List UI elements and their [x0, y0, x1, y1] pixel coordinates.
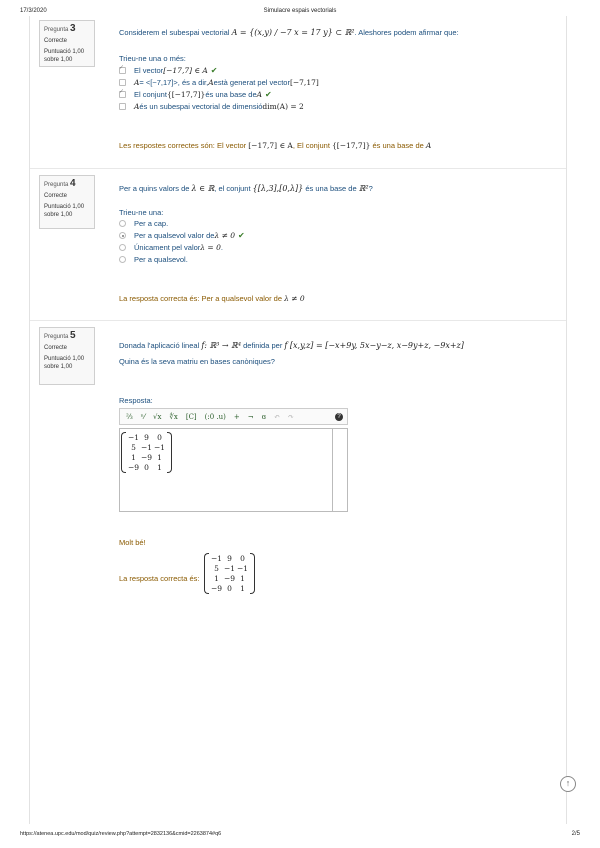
q5-feedback-ok: Molt bé!: [119, 538, 146, 547]
q3-option-2[interactable]: A = <[−7,17]>, és a dir, A està generat pel vector [−7,17]: [119, 78, 319, 87]
not-button[interactable]: ¬: [247, 412, 254, 421]
status: Correcte: [44, 193, 68, 199]
question-5-info: Pregunta 5 Correcte Puntuació 1,00 sobre 1,00: [39, 327, 95, 385]
divider: [30, 320, 566, 321]
print-date: 17/3/2020: [20, 8, 47, 14]
radio[interactable]: [119, 244, 126, 251]
q3-feedback: Les respostes correctes són: El vector [−17,7] ∈ A, El conjunt {[−17,7]} és una base de A: [119, 141, 432, 150]
fraction-button[interactable]: ⅔: [126, 412, 133, 421]
symbol-button[interactable]: ɞ: [261, 412, 266, 421]
instruction: Trieu-ne una:: [119, 208, 164, 217]
checkbox[interactable]: [119, 79, 126, 86]
question-3-text: Considerem el subespai vectorial A = {(x,y) / −7 x = 17 y} ⊂ ℝ². Aleshores podem afirmar que:: [119, 28, 459, 37]
sqrt-button[interactable]: √x: [153, 412, 162, 421]
divider: [30, 168, 566, 169]
q4-option-1[interactable]: Per a cap.: [119, 219, 168, 228]
q5-feedback-correct: La resposta correcta és:: [119, 574, 200, 583]
left-border: [29, 16, 30, 824]
status: Correcte: [44, 345, 68, 351]
question-4-text: Per a quins valors de λ ∈ ℝ, el conjunt {[λ,3],[0,λ]} és una base de ℝ²?: [119, 184, 373, 193]
print-title: Simulacre espais vectorials: [263, 8, 337, 14]
question-5-subtext: Quina és la seva matriu en bases canòniques?: [119, 357, 275, 366]
superscript-button[interactable]: ⁿ⁄: [140, 412, 145, 421]
matrix-button[interactable]: (:0 .u): [204, 412, 226, 421]
help-icon[interactable]: ?: [335, 413, 343, 421]
radio[interactable]: [119, 232, 126, 239]
undo-icon[interactable]: ↶: [273, 412, 280, 421]
checkbox[interactable]: [119, 103, 126, 110]
q4-option-3[interactable]: Únicament pel valor λ = 0 .: [119, 243, 223, 252]
question-5-text: Donada l'aplicació lineal f: ℝ³ → ℝ⁴ definida per f [x,y,z] = [−x+9y, 5x−y−z, x−9y+z, −9x+z]: [119, 341, 464, 350]
answer-label: Resposta:: [119, 396, 153, 405]
question-4-info: Pregunta 4 Correcte Puntuació 1,00 sobre 1,00: [39, 175, 95, 229]
plus-button[interactable]: +: [233, 412, 240, 421]
math-editor-toolbar: [119, 408, 348, 425]
check-icon: ✔: [238, 231, 245, 240]
q3-option-1[interactable]: ✓ El vector [−17,7] ∈ A ✔: [119, 66, 217, 75]
bracket-button[interactable]: [C]: [185, 412, 197, 421]
radio[interactable]: [119, 256, 126, 263]
q4-feedback: La resposta correcta és: Per a qualsevol valor de λ ≠ 0: [119, 294, 305, 303]
checkbox[interactable]: [119, 67, 126, 74]
q3-option-3[interactable]: ✓ El conjunt {[−17,7]} és una base de A ✔: [119, 90, 272, 99]
status: Correcte: [44, 38, 68, 44]
check-icon: ✔: [210, 66, 218, 75]
q4-option-4[interactable]: Per a qualsevol.: [119, 255, 188, 264]
scrollbar[interactable]: [333, 428, 348, 512]
redo-icon[interactable]: ↷: [287, 412, 294, 421]
q4-option-2[interactable]: Per a qualsevol valor de λ ≠ 0 ✔: [119, 231, 245, 240]
correct-matrix: −1 9 0 5 −1 −1 1 −9 1 −9 0 1: [210, 554, 249, 593]
q3-option-4[interactable]: A és un subespai vectorial de dimensió dim(A) = 2: [119, 102, 304, 111]
print-url: https://atenea.upc.edu/mod/quiz/review.php?attempt=2832136&cmid=2263874#q6: [20, 831, 222, 837]
nthroot-button[interactable]: ∜x: [169, 412, 178, 421]
right-border: [566, 16, 567, 824]
page-number: 2/5: [571, 831, 580, 837]
question-3-info: Pregunta 3 Correcte Puntuació 1,00 sobre 1,00: [39, 20, 95, 67]
check-icon: ✔: [265, 90, 272, 99]
instruction: Trieu-ne una o més:: [119, 54, 186, 63]
checkbox[interactable]: [119, 91, 126, 98]
arrow-up-circle-icon[interactable]: ↑: [560, 776, 576, 792]
radio[interactable]: [119, 220, 126, 227]
answer-matrix: −1 9 0 5 −1 −1 1 −9 1 −9 0 1: [127, 433, 166, 472]
